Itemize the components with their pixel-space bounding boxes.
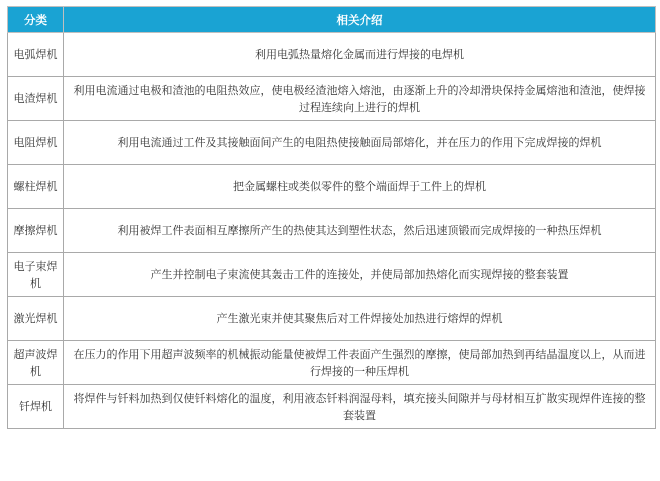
description-cell: 利用电流通过电极和渣池的电阻热效应，使电极经渣池熔入熔池，由逐渐上升的冷却滑块保持金属熔池和渣池，使焊接过程连续向上进行的焊机 [64,77,656,121]
table-row [8,33,656,77]
table-row [8,209,656,253]
description-cell: 产生并控制电子束流使其轰击工件的连接处，并使局部加热熔化而实现焊接的整套装置 [64,253,656,297]
category-cell: 电阻焊机 [8,121,64,165]
welding-machine-table [7,6,656,429]
table-row [8,297,656,341]
header-description: 相关介绍 [64,7,656,33]
category-cell: 电子束焊机 [8,253,64,297]
table-row [8,77,656,121]
category-cell: 摩擦焊机 [8,209,64,253]
description-cell: 产生激光束并使其聚焦后对工件焊接处加热进行熔焊的焊机 [64,297,656,341]
table-row [8,253,656,297]
table-row [8,341,656,385]
table-row [8,121,656,165]
table-header-row [8,7,656,33]
description-cell: 在压力的作用下用超声波频率的机械振动能量使被焊工件表面产生强烈的摩擦，使局部加热到再结晶温度以上，从而进行焊接的一种压焊机 [64,341,656,385]
category-cell: 电渣焊机 [8,77,64,121]
description-cell: 利用电弧热量熔化金属而进行焊接的电焊机 [64,33,656,77]
category-cell: 钎焊机 [8,385,64,429]
description-cell: 把金属螺柱或类似零件的整个端面焊于工件上的焊机 [64,165,656,209]
category-cell: 超声波焊机 [8,341,64,385]
description-cell: 利用被焊工件表面相互摩擦所产生的热使其达到塑性状态，然后迅速顶锻而完成焊接的一种热压焊机 [64,209,656,253]
header-category: 分类 [8,7,64,33]
table-row [8,165,656,209]
category-cell: 螺柱焊机 [8,165,64,209]
category-cell: 电弧焊机 [8,33,64,77]
category-cell: 激光焊机 [8,297,64,341]
description-cell: 利用电流通过工件及其接触面间产生的电阻热使接触面局部熔化，并在压力的作用下完成焊接的焊机 [64,121,656,165]
table-row [8,385,656,429]
description-cell: 将焊件与钎料加热到仅使钎料熔化的温度，利用液态钎料润湿母料，填充接头间隙并与母材相互扩散实现焊件连接的整套装置 [64,385,656,429]
